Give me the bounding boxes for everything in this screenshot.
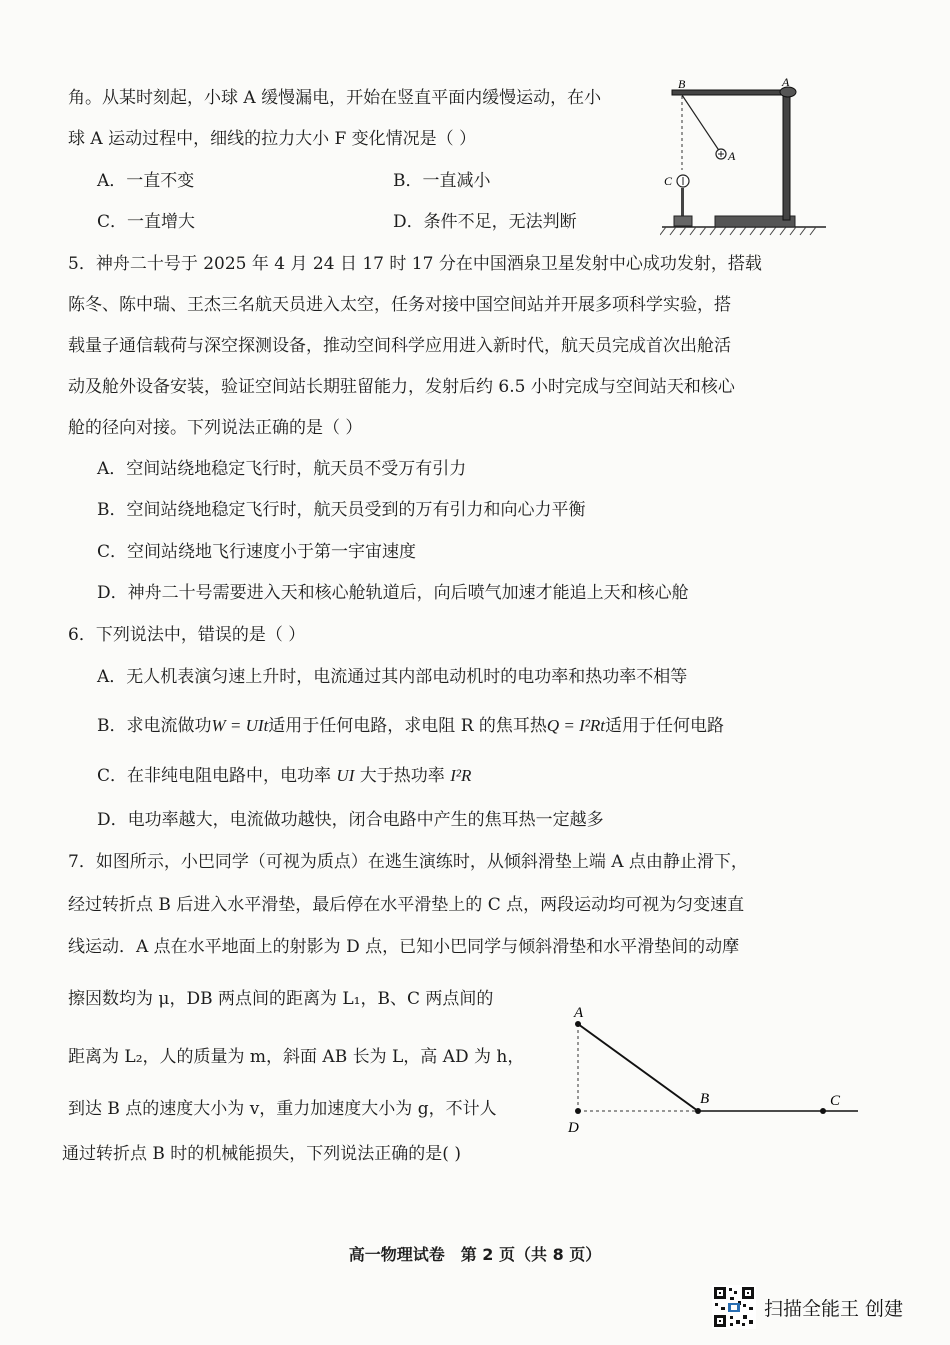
q6-option-d: D．电功率越大，电流做功越快，闭合电路中产生的焦耳热一定越多 bbox=[97, 810, 604, 830]
q6-formula-ui: UI bbox=[336, 766, 355, 785]
q5-option-b: B．空间站绕地稳定飞行时，航天员受到的万有引力和向心力平衡 bbox=[97, 500, 586, 520]
q7-stem-line-3: 线运动．A 点在水平地面上的射影为 D 点，已知小巴同学与倾斜滑垫和水平滑垫间的动摩 bbox=[68, 937, 740, 957]
q6-option-b bbox=[97, 714, 724, 738]
q5-option-c: C．空间站绕地飞行速度小于第一宇宙速度 bbox=[97, 542, 417, 562]
q7-stem-line-2: 经过转折点 B 后进入水平滑垫，最后停在水平滑垫上的 C 点，两段运动均可视为匀变速直 bbox=[68, 895, 745, 915]
q5-stem-line-1: 5．神舟二十号于 2025 年 4 月 24 日 17 时 17 分在中国酒泉卫星发射中心成功发射，搭载 bbox=[68, 254, 762, 274]
q6-option-a: A．无人机表演匀速上升时，电流通过其内部电动机时的电功率和热功率不相等 bbox=[97, 667, 688, 687]
q6-option-c-part-1: C．在非纯电阻电路中，电功率 bbox=[97, 766, 332, 786]
q4-apparatus-diagram bbox=[660, 70, 830, 242]
q6-option-c bbox=[97, 764, 471, 788]
q7-label-c: C bbox=[830, 1093, 841, 1109]
q6-option-c-part-2: 大于热功率 bbox=[359, 766, 445, 786]
q5-option-d: D．神舟二十号需要进入天和核心舱轨道后，向后喷气加速才能追上天和核心舱 bbox=[97, 583, 689, 603]
q7-stem-line-7: 通过转折点 B 时的机械能损失，下列说法正确的是( ) bbox=[62, 1144, 461, 1164]
q6-option-b-part-3: 适用于任何电路 bbox=[605, 716, 725, 736]
q4-label-a-ball: A bbox=[728, 149, 736, 163]
q7-stem-line-5: 距离为 L₂，人的质量为 m，斜面 AB 长为 L，高 AD 为 h， bbox=[68, 1047, 525, 1067]
q6-formula-joule-heat: Q = I²Rt bbox=[546, 716, 606, 735]
scanner-watermark bbox=[712, 1285, 903, 1329]
q4-stem-line-2: 球 A 运动过程中，细线的拉力大小 F 变化情况是（ ） bbox=[68, 129, 477, 149]
q5-option-a: A．空间站绕地稳定飞行时，航天员不受万有引力 bbox=[97, 459, 467, 479]
q7-stem-line-1: 7．如图所示，小巴同学（可视为质点）在逃生演练时，从倾斜滑垫上端 A 点由静止滑下， bbox=[68, 852, 748, 872]
q7-label-d: D bbox=[568, 1120, 579, 1136]
q5-stem-line-5: 舱的径向对接。下列说法正确的是（ ） bbox=[68, 418, 363, 438]
q6-stem: 6．下列说法中，错误的是（ ） bbox=[68, 625, 306, 645]
q7-stem-line-4: 擦因数均为 μ，DB 两点间的距离为 L₁，B、C 两点间的 bbox=[68, 989, 494, 1009]
q4-option-d: D．条件不足，无法判断 bbox=[393, 212, 577, 232]
q5-stem-line-4: 动及舱外设备安装，验证空间站长期驻留能力，发射后约 6.5 小时完成与空间站天和核心 bbox=[68, 377, 735, 397]
q4-label-b: B bbox=[678, 77, 686, 91]
q7-slide-diagram bbox=[560, 998, 865, 1138]
q4-stem-line-1: 角。从某时刻起，小球 A 缓慢漏电，开始在竖直平面内缓慢运动，在小 bbox=[68, 88, 602, 108]
page-footer: 高一物理试卷 第 2 页（共 8 页） bbox=[348, 1245, 602, 1264]
q5-stem-line-3: 载量子通信载荷与深空探测设备，推动空间科学应用进入新时代，航天员完成首次出舱活 bbox=[68, 336, 731, 356]
q7-label-a: A bbox=[574, 1005, 584, 1021]
q4-label-c: C bbox=[664, 174, 673, 188]
q4-option-b: B．一直减小 bbox=[393, 171, 491, 191]
q6-option-b-part-1: B．求电流做功 bbox=[97, 716, 212, 736]
q7-label-b: B bbox=[700, 1091, 710, 1107]
q7-stem-line-6: 到达 B 点的速度大小为 v，重力加速度大小为 g，不计人 bbox=[68, 1099, 497, 1119]
q4-option-a: A．一直不变 bbox=[97, 171, 195, 191]
qr-code-icon bbox=[712, 1285, 756, 1329]
q4-option-c: C．一直增大 bbox=[97, 212, 196, 232]
q5-stem-line-2: 陈冬、陈中瑞、王杰三名航天员进入太空，任务对接中国空间站并开展多项科学实验，搭 bbox=[68, 295, 731, 315]
q6-formula-i2r: I²R bbox=[450, 766, 472, 785]
q4-label-a-top: A bbox=[782, 75, 790, 89]
q6-formula-work: W = UIt bbox=[211, 716, 269, 735]
watermark-text: 扫描全能王 创建 bbox=[764, 1297, 904, 1320]
q6-option-b-part-2: 适用于任何电路，求电阻 R 的焦耳热 bbox=[268, 716, 547, 736]
